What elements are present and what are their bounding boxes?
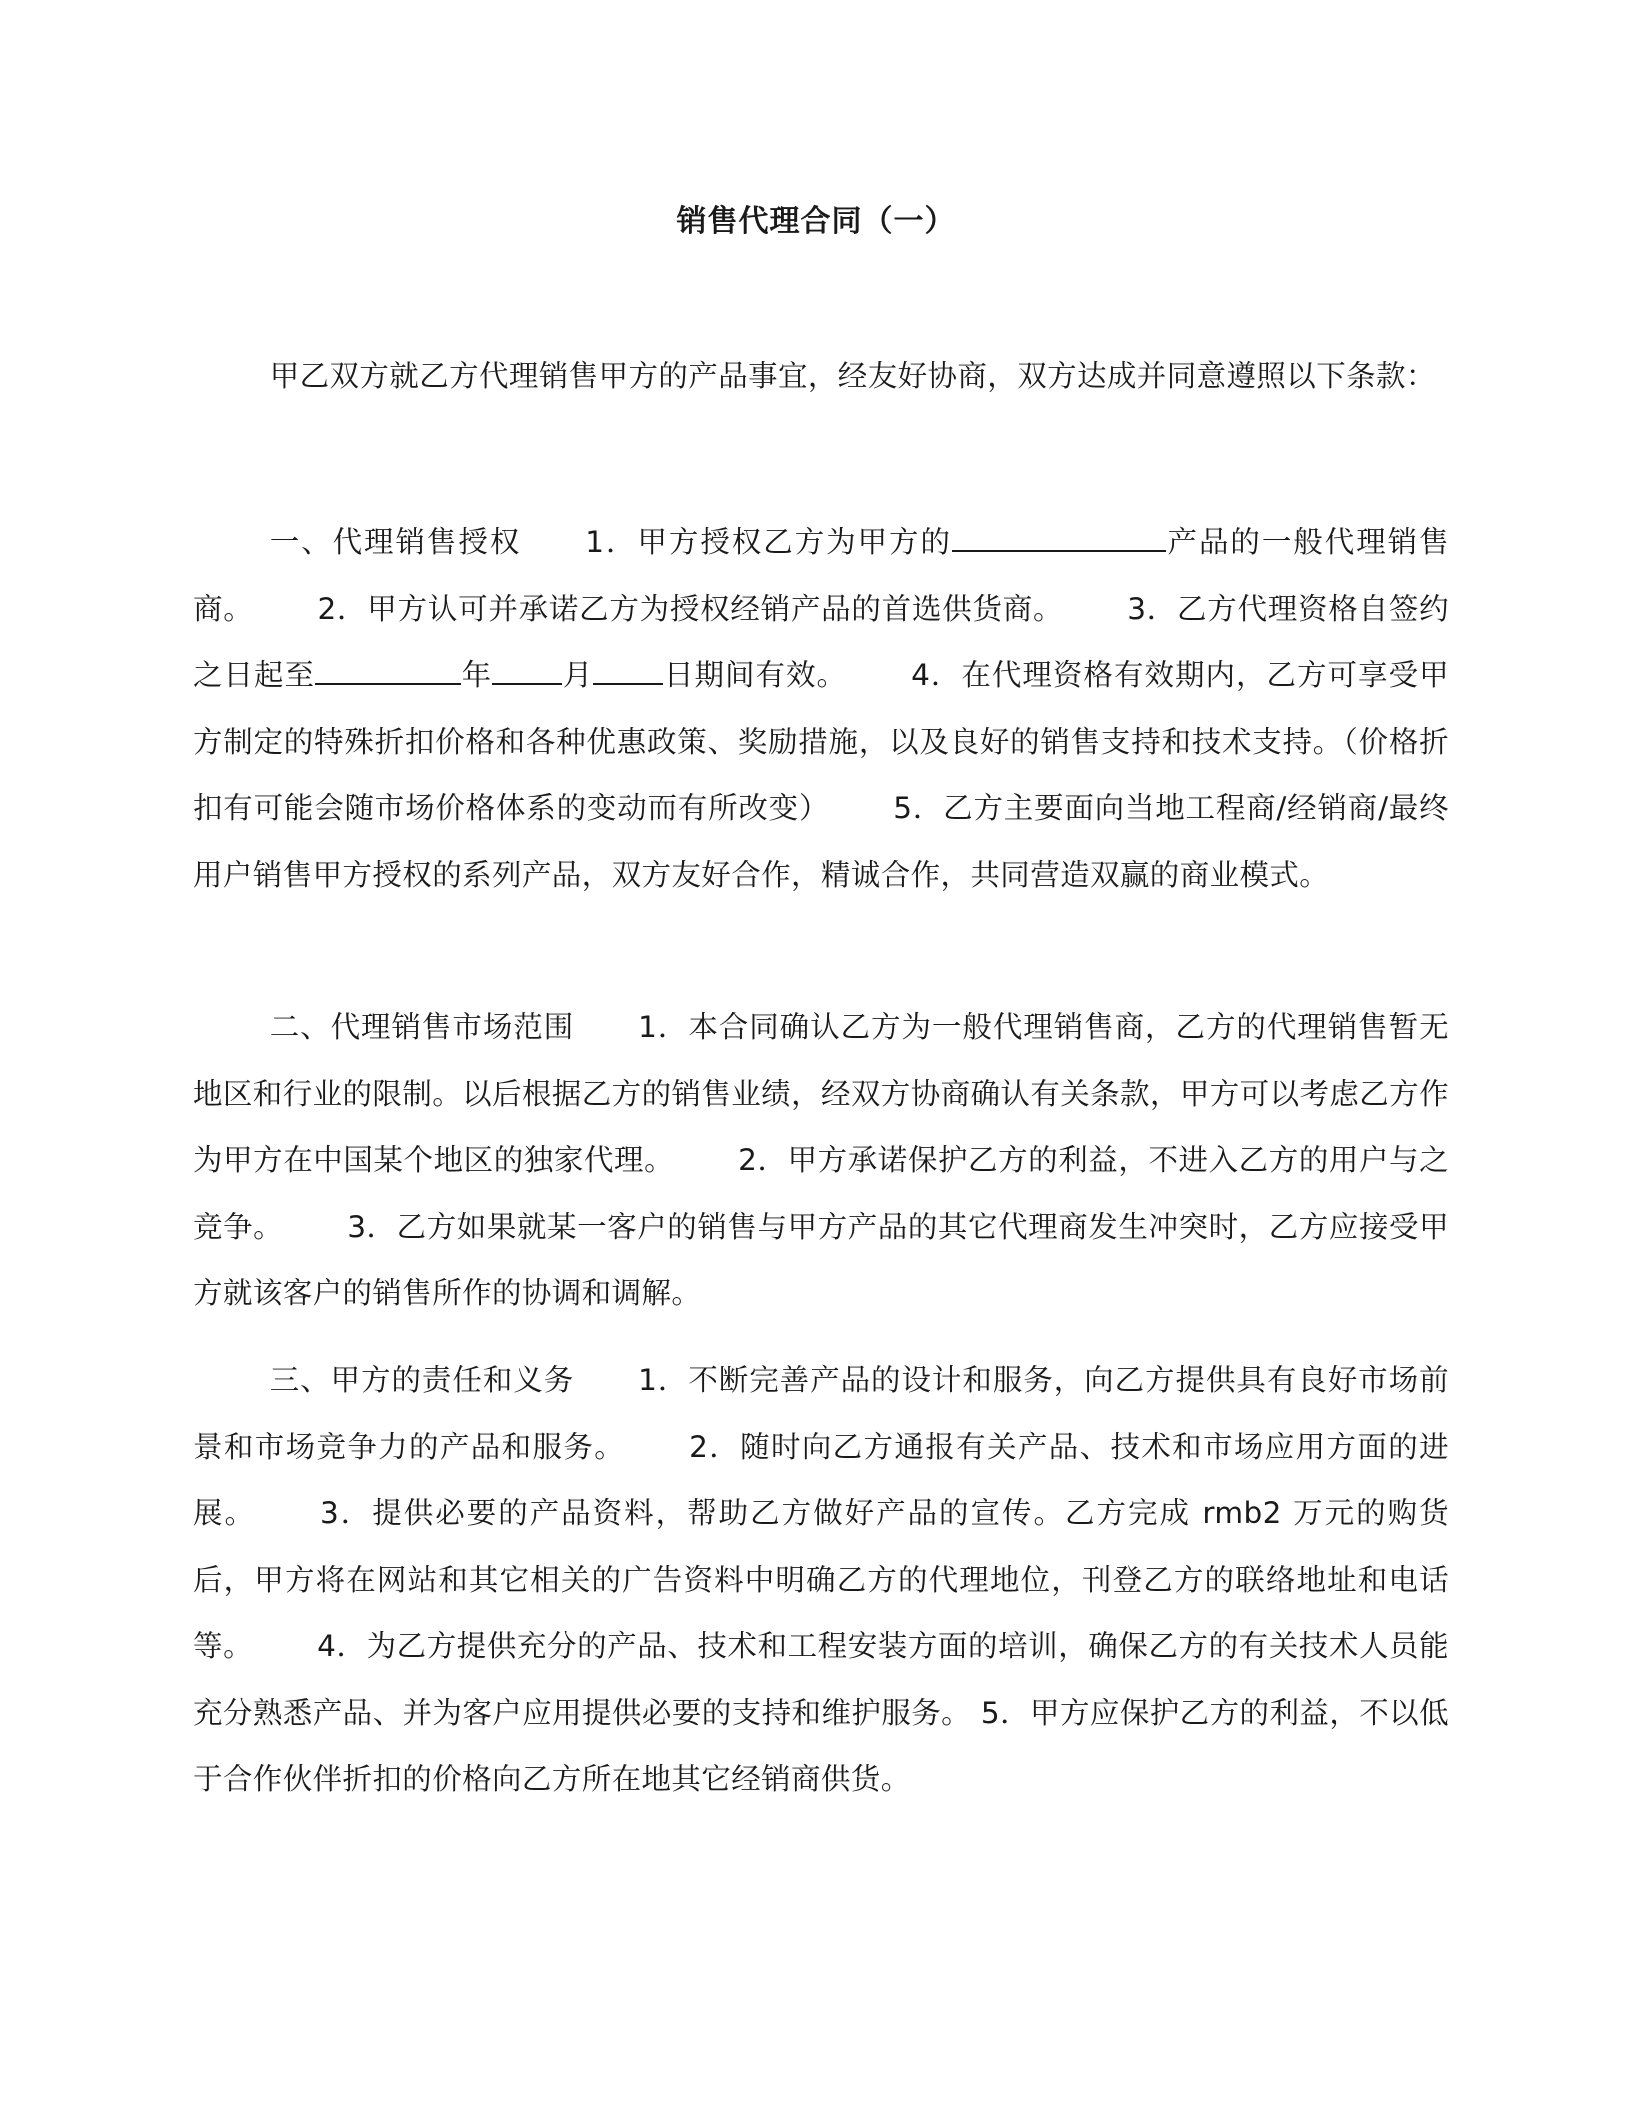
day-blank-line: [593, 653, 663, 685]
section-1-paragraph: [193, 509, 1449, 908]
section-1-text: [193, 509, 1449, 908]
year-blank-line: [315, 653, 461, 685]
intro-paragraph: [193, 343, 1449, 410]
intro-text: 甲乙双方就乙方代理销售甲方的产品事宜，经友好协商，双方达成并同意遵照以下条款：: [269, 359, 1436, 393]
section-1-item-3-pre: 3．乙方代理资格自签约之日起至: [193, 591, 1449, 692]
product-blank-line: [952, 520, 1166, 552]
section-3-item-4: 4．为乙方提供充分的产品、技术和工程安装方面的培训，确保乙方的有关技术人员能充分熟悉产品、并为客户应用提供必要的支持和维护服务。: [193, 1629, 1449, 1730]
section-3-heading: 三、甲方的责任和义务: [269, 1363, 575, 1397]
section-3-text: [193, 1347, 1449, 1813]
section-2-text: [193, 994, 1449, 1327]
document-title: 销售代理合同（一）: [676, 204, 956, 239]
section-2-item-2: 2．甲方承诺保护乙方的利益，不进入乙方的用户与之竞争。: [193, 1143, 1450, 1244]
section-1-item-1-post: 产品的一般代理销售商。: [193, 525, 1449, 626]
section-2-item-1: 1．本合同确认乙方为一般代理销售商，乙方的代理销售暂无地区和行业的限制。以后根据乙方的销售业绩，经双方协商确认有关条款，甲方可以考虑乙方作为甲方在中国某个地区的独家代理。: [193, 1010, 1449, 1177]
section-2-paragraph: [193, 994, 1449, 1327]
section-2-heading: 二、代理销售市场范围: [269, 1010, 575, 1044]
section-1-item-5: 5．乙方主要面向当地工程商/经销商/最终用户销售甲方授权的系列产品，双方友好合作，精诚合作，共同营造双赢的商业模式。: [193, 791, 1449, 892]
section-1-item-1-pre: 1．甲方授权乙方为甲方的: [585, 525, 952, 559]
section-3-item-5: 5．甲方应保护乙方的利益，不以低于合作伙伴折扣的价格向乙方所在地其它经销商供货。: [193, 1695, 1449, 1796]
section-1-heading: 一、代理销售授权: [269, 525, 522, 559]
section-1-item-4: 4．在代理资格有效期内，乙方可享受甲方制定的特殊折扣价格和各种优惠政策、奖励措施，以及良好的销售支持和技术支持。（价格折扣有可能会随市场价格体系的变动而有所改变）: [193, 658, 1449, 825]
month-blank-line: [492, 653, 562, 685]
section-3-item-1: 1．不断完善产品的设计和服务，向乙方提供具有良好市场前景和市场竞争力的产品和服务。: [193, 1363, 1449, 1464]
section-3-paragraph: [193, 1347, 1449, 1813]
section-1-item-2: 2．甲方认可并承诺乙方为授权经销产品的首选供货商。: [317, 591, 1064, 626]
section-3-item-3: 3．提供必要的产品资料，帮助乙方做好产品的宣传。乙方完成 rmb2 万元的购货后，甲方将在网站和其它相关的广告资料中明确乙方的代理地位，刊登乙方的联络地址和电话等。: [193, 1496, 1449, 1663]
year-label: 年: [461, 658, 493, 692]
month-label: 月: [562, 658, 594, 692]
section-3-item-2: 2．随时向乙方通报有关产品、技术和市场应用方面的进展。: [193, 1429, 1449, 1530]
section-1-item-3-post: 日期间有效。: [663, 658, 848, 692]
section-2-item-3: 3．乙方如果就某一客户的销售与甲方产品的其它代理商发生冲突时，乙方应接受甲方就该客户的销售所作的协调和调解。: [193, 1209, 1449, 1310]
